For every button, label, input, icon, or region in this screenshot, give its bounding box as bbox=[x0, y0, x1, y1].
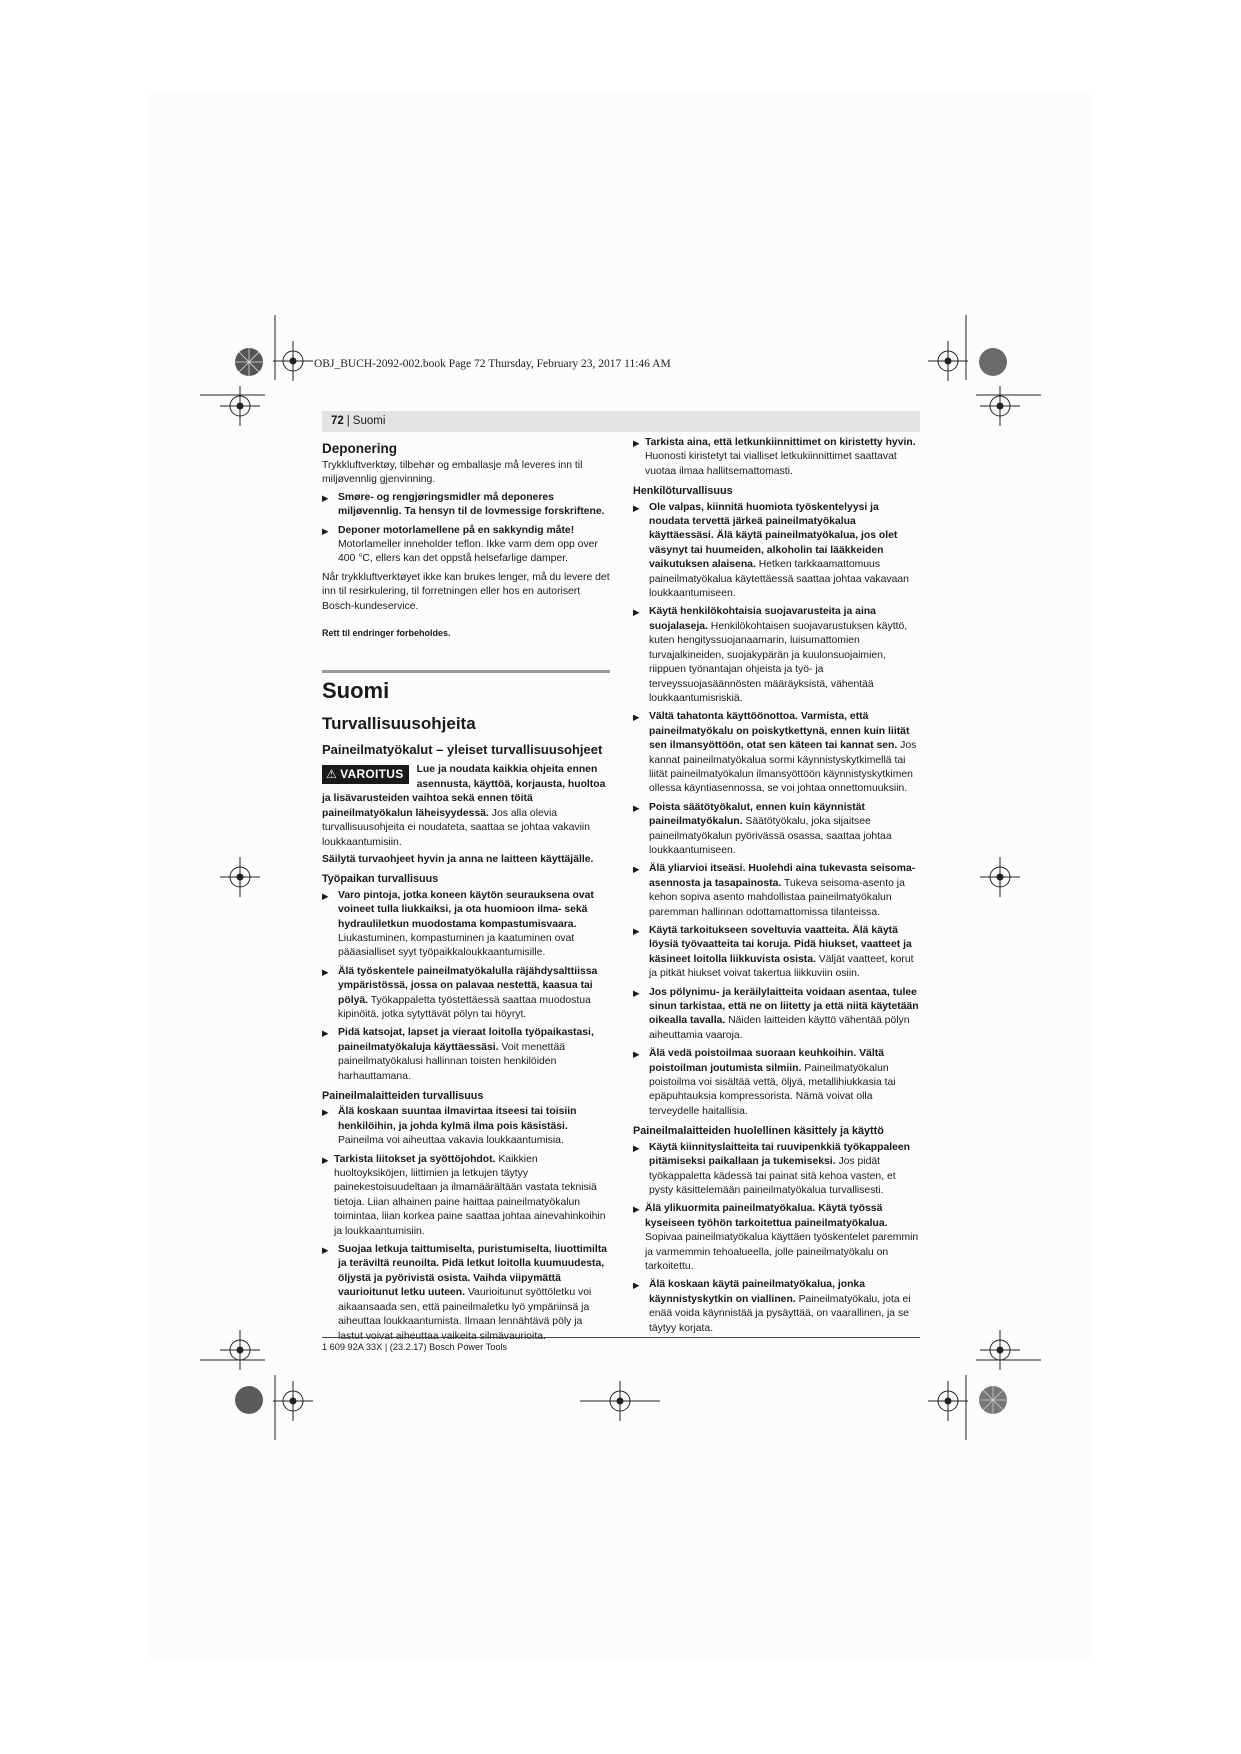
bullet-text: Väljät vaatteet, korut ja pitkät hiukset voivat takertua liikkuviin osiin. bbox=[649, 953, 914, 980]
bullet-text: Jos kannat paineilmatyökalua sormi käynnistyskytkimellä tai liität paineilmatyökalun ilmansyöttöön käynnistyskytkimen ollessa käyntiasennossa, se voi johtaa onnettomuuksiin. bbox=[649, 740, 917, 795]
list-item bbox=[322, 1153, 610, 1239]
bullet-bold: Deponer motorlamellene på en sakkyndig måte! bbox=[338, 524, 575, 536]
list-item bbox=[633, 710, 921, 796]
list-item bbox=[633, 924, 921, 982]
bullet-bold: Käytä henkilökohtaisia suojavarusteita ja aina suojalaseja. bbox=[649, 606, 876, 632]
list-item bbox=[322, 965, 610, 1023]
bullet-text: Voit menettää paineilmatyökalusi hallinnan toisten henkilöiden harhauttamana. bbox=[338, 1041, 566, 1082]
bullet-bold: Varo pintoja, jotka koneen käytön seurauksena ovat voineet tulla liukkaiksi, ja ota huomioon ilma- sekä hydrauliletkun muodostama kompastumisvaara. bbox=[338, 889, 594, 930]
bullet-text: Paineilmatyökalun poistoilma voi sisältää vettä, öljyä, metallihiukkasia tai epäpuhtauksia kompressorista. Nämä voivat olla terveydelle haitallisia. bbox=[649, 1062, 896, 1117]
warning-badge-label: VAROITUS bbox=[340, 767, 404, 782]
bullet-bold: Poista säätötyökalut, ennen kuin käynnistät paineilmatyökalun. bbox=[649, 801, 865, 828]
bullet-bold: Tarkista aina, että letkunkiinnittimet on kiristetty hyvin. bbox=[645, 437, 916, 448]
bullet-bold: Tarkista liitokset ja syöttöjohdot. bbox=[334, 1153, 496, 1165]
bullet-text: Jos pidät työkappaletta kädessä tai painat sitä kehoa vasten, et pysty käsittelemään paineilmatyökalua turvallisesti. bbox=[649, 1156, 896, 1196]
list-item bbox=[322, 1243, 610, 1344]
color-target-icon bbox=[979, 348, 1007, 376]
target-icon bbox=[980, 1330, 1020, 1370]
page-number: 72 bbox=[331, 415, 344, 427]
list-item bbox=[633, 1047, 921, 1119]
bullet-text: Liukastuminen, kompastuminen ja kaatuminen ovat pääasialliset syyt työpaikkaloukkaantumisille. bbox=[338, 932, 575, 959]
bullet-text: Motorlameller inneholder teflon. Ikke varm dem opp over 400 °C, ellers kan det oppstå helsefarlige damper. bbox=[338, 539, 598, 565]
list-item bbox=[322, 491, 610, 520]
list-item bbox=[322, 889, 610, 961]
header-language: Suomi bbox=[352, 415, 386, 427]
deponering-intro: Trykkluftverktøy, tilbehør og emballasje må leveres inn til miljøvennlig gjenvinning. bbox=[322, 460, 583, 486]
bullet-text: Tukeva seisoma-asento ja kehon sopiva asento mahdollistaa paineilmatyökalun paremman hallinnan odottamattomissa tilanteissa. bbox=[649, 877, 905, 918]
list-item bbox=[633, 862, 921, 920]
bullet-text: Hetken tarkkaamattomuus paineilmatyökalua käytettäessä saattaa johtaa vakavaan loukkaantumiseen. bbox=[649, 559, 909, 600]
bullet-text: Sopivaa paineilmatyökalua käyttäen työskentelet paremmin ja varmemmin tehoalueella, jolle paineilmatyökalu on tarkoitettu. bbox=[645, 1232, 919, 1272]
workplace-heading: Työpaikan turvallisuus bbox=[322, 873, 439, 886]
color-target-icon bbox=[235, 1386, 263, 1414]
equipment-heading: Paineilmalaitteiden turvallisuus bbox=[322, 1090, 484, 1102]
bullet-bold: Smøre- og rengjøringsmidler må deponeres miljøvennlig. Ta hensyn til de lovmessige forskriftene. bbox=[338, 491, 605, 518]
target-icon bbox=[220, 1330, 260, 1370]
list-item bbox=[322, 524, 610, 567]
bullet-bold: Älä koskaan käytä paineilmatyökalua, jonka käynnistyskytkin on viallinen. bbox=[649, 1279, 865, 1305]
list-item bbox=[633, 1202, 921, 1274]
personal-heading: Henkilöturvallisuus bbox=[633, 485, 733, 498]
section-title: Turvallisuusohjeita bbox=[322, 714, 476, 734]
deponering-outro: Når trykkluftverktøyet ikke kan brukes lenger, må du levere det inn til resirkulering, til forretningen eller hos en autorisert Bosch-kundeservice. bbox=[322, 571, 610, 612]
bullet-text: Työkappaletta työstettäessä saattaa muodostua kipinöitä, jotka sytyttävät pölyn tai höyryt. bbox=[338, 994, 591, 1020]
warning-badge bbox=[322, 765, 409, 784]
handling-heading: Paineilmalaitteiden huolellinen käsittely ja käyttö bbox=[633, 1125, 884, 1138]
target-icon bbox=[580, 1381, 660, 1421]
list-item bbox=[633, 801, 921, 859]
list-item bbox=[633, 1278, 921, 1336]
bullet-bold: Jos pölynimu- ja keräilylaitteita voidaan asentaa, tulee sinun tarkistaa, että ne on liitetty ja että niitä käytetään oikealla tavalla. bbox=[649, 986, 919, 1027]
list-item bbox=[322, 1026, 610, 1084]
list-item bbox=[633, 605, 921, 706]
warning-block bbox=[322, 763, 610, 849]
keep-instructions: Säilytä turvaohjeet hyvin ja anna ne laitteen käyttäjälle. bbox=[322, 853, 594, 865]
bullet-bold: Älä vedä poistoilmaa suoraan keuhkoihin. Vältä poistoilman joutumista silmiin. bbox=[649, 1048, 885, 1074]
target-icon bbox=[928, 1381, 968, 1421]
target-icon bbox=[980, 857, 1020, 897]
warning-triangle-icon: ⚠ bbox=[326, 767, 338, 782]
deponering-heading: Deponering bbox=[322, 441, 398, 456]
bullet-text: Näiden laitteiden käyttö vähentää pölyn aiheuttamia vaaroja. bbox=[649, 1015, 910, 1041]
bullet-bold: Ole valpas, kiinnitä huomiota työskentelyysi ja noudata tervettä järkeä paineilmatyökalua käyttäessäsi. Älä käytä paineilmatyökalua, jos olet väsynyt tai huumeiden, alkoholin tai lääkkeiden vaikutuksen alaisena. bbox=[649, 501, 898, 571]
changes-note: Rett til endringer forbeholdes. bbox=[322, 628, 451, 639]
warning-text: Jos alla olevia turvallisuusohjeita ei noudateta, saattaa se johtaa vakaviin loukkaantumisiin. bbox=[322, 807, 591, 848]
target-icon bbox=[220, 857, 260, 897]
subsection-title: Paineilmatyökalut – yleiset turvallisuusohjeet bbox=[322, 742, 603, 758]
target-icon bbox=[980, 386, 1020, 426]
book-info-line: OBJ_BUCH-2092-002.book Page 72 Thursday, February 23, 2017 11:46 AM bbox=[314, 358, 671, 370]
bullet-bold: Käytä tarkoitukseen soveltuvia vaatteita. Älä käytä löysiä työvaatteita tai koruja. Pidä hiukset, vaatteet ja käsineet loitolla liikkuvista osista. bbox=[649, 925, 912, 965]
bullet-text: Kaikkien huoltoyksiköjen, liittimien ja letkujen täytyy painekestoisuudeltaan ja ilmamäärältään vastata teknisiä tietoja. Liian alhainen paine haittaa paineilmatyökalun toimintaa, liian korkea paine saattaa johtaa ainevahinkoihin ja loukkaantumisiin. bbox=[334, 1153, 606, 1237]
bullet-text: Paineilma voi aiheuttaa vakavia loukkaantumisia. bbox=[338, 1135, 564, 1147]
list-item bbox=[633, 986, 921, 1044]
color-target-icon bbox=[235, 348, 263, 376]
bullet-text: Paineilmatyökalu, jota ei enää voida käynnistää ja pysäyttää, on vaarallinen, ja se täytyy korjata. bbox=[649, 1293, 911, 1334]
bullet-bold: Älä ylikuormita paineilmatyökalua. Käytä työssä kyseiseen työhön tarkoitettua paineilmatyökalua. bbox=[645, 1203, 888, 1229]
bullet-bold: Suojaa letkuja taittumiselta, puristumiselta, liuottimilta ja teräviltä reunoilta. Pidä letkut loitolla kuumuudesta, öljystä ja pyörivistä osista. Vaihda viipymättä vaurioitunut letku uuteen. bbox=[338, 1244, 608, 1299]
bullet-text: Vaurioitunut syöttöletku voi aikaansaada sen, että paineilmaletku lyö ympäriinsä ja aiheuttaa loukkaantumista. Ilmaan lennähtävä pöly ja lastut voivat aiheuttaa vaikeita silmävaurioita. bbox=[338, 1287, 592, 1342]
target-icon bbox=[928, 341, 968, 381]
section-divider bbox=[322, 670, 610, 673]
list-item bbox=[633, 501, 921, 602]
bullet-text: Henkilökohtaisen suojavarustuksen käyttö, kuten hengityssuojanaamarin, luisumattomien turvajalkineiden, suojakypärän ja kuulonsuojaimien, riippuen työnantajan ohjeista ja työ- ja terveyssuojasäännösten määräyksistä, vähentää loukkaantumisriskiä. bbox=[649, 620, 908, 704]
bullet-bold: Pidä katsojat, lapset ja vieraat loitolla työpaikastasi, paineilmatyökaluja käyttäessäsi. bbox=[338, 1027, 594, 1053]
bullet-text: Säätötyökalu, joka sijaitsee paineilmatyökalun pyörivässä osassa, saattaa johtaa loukkaantumiseen. bbox=[649, 816, 892, 856]
page-header bbox=[322, 411, 920, 432]
left-column bbox=[322, 436, 610, 1348]
bullet-bold: Älä koskaan suuntaa ilmavirtaa itseesi tai toisiin henkilöihin, ja johda kylmä ilma pois käsistäsi. bbox=[338, 1106, 577, 1132]
right-column bbox=[633, 436, 921, 1340]
page-footer: 1 609 92A 33X | (23.2.17) Bosch Power Tools bbox=[322, 1342, 508, 1352]
target-icon bbox=[273, 341, 313, 381]
bullet-bold: Käytä kiinnityslaitteita tai ruuvipenkkiä työkappaleen pitämiseksi paikallaan ja tukemiseksi. bbox=[649, 1141, 911, 1168]
bullet-bold: Älä työskentele paineilmatyökalulla räjähdysalttiissa ympäristössä, jossa on palavaa nestettä, kaasua tai pölyä. bbox=[338, 965, 598, 1006]
target-icon bbox=[220, 386, 260, 426]
language-title: Suomi bbox=[322, 678, 390, 704]
footer-divider bbox=[322, 1337, 920, 1338]
color-target-icon bbox=[979, 1386, 1007, 1414]
target-icon bbox=[273, 1381, 313, 1421]
header-separator: | bbox=[346, 415, 350, 427]
bullet-text: Huonosti kiristetyt tai vialliset letkukiinnittimet saattavat vuotaa ilmaa hallitsemattomasti. bbox=[645, 451, 897, 477]
bullet-bold: Älä yliarvioi itseäsi. Huolehdi aina tukevasta seisoma-asennosta ja tasapainosta. bbox=[649, 863, 916, 889]
bullet-bold: Vältä tahatonta käyttöönottoa. Varmista, että paineilmatyökalu on poiskytkettynä, ennen kuin liität sen ilmansyöttöön, otat sen käteen tai kannat sen. bbox=[649, 711, 910, 752]
list-item bbox=[322, 1105, 610, 1148]
list-item bbox=[633, 1141, 921, 1199]
list-item bbox=[633, 436, 921, 479]
warning-bold: Lue ja noudata kaikkia ohjeita ennen asennusta, käyttöä, korjausta, huoltoa ja lisävarusteiden vaihtoa sekä ennen töitä paineilmatyökalun läheisyydessä. bbox=[322, 764, 606, 819]
